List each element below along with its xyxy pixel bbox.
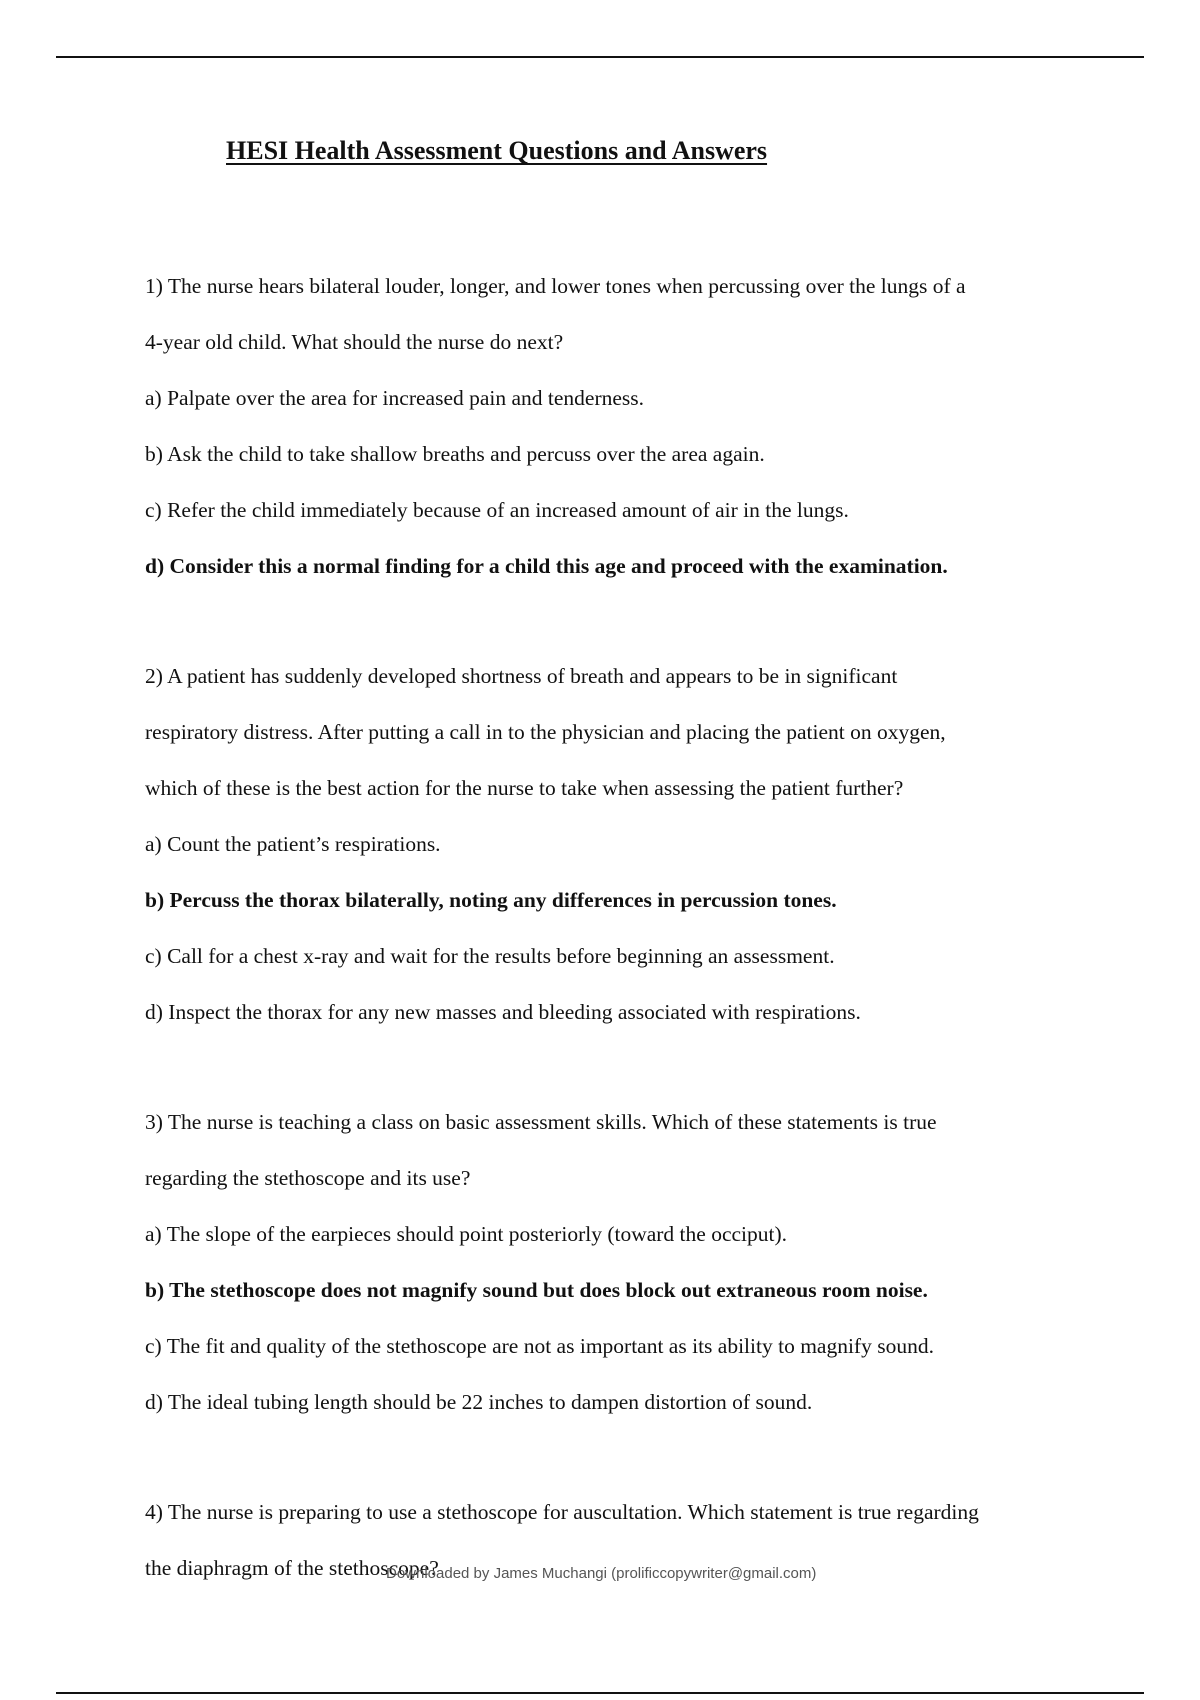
header-rule <box>56 56 1144 58</box>
question-stem-line: 2) A patient has suddenly developed shortness of breath and appears to be in significant <box>145 664 898 688</box>
question-3 <box>145 1094 1145 1430</box>
question-stem-line: 4-year old child. What should the nurse do next? <box>145 330 564 354</box>
question-2 <box>145 648 1145 1040</box>
answer-option-a: a) Count the patient’s respirations. <box>145 832 441 856</box>
answer-option-b: b) Ask the child to take shallow breaths and percuss over the area again. <box>145 442 765 466</box>
answer-option-c: c) Call for a chest x-ray and wait for the results before beginning an assessment. <box>145 944 835 968</box>
question-stem-line: 4) The nurse is preparing to use a stethoscope for auscultation. Which statement is true regarding <box>145 1500 979 1524</box>
correct-answer-option-b: b) Percuss the thorax bilaterally, noting any differences in percussion tones. <box>145 888 837 912</box>
document-title: HESI Health Assessment Questions and Answers <box>226 136 768 165</box>
question-1 <box>145 258 1145 594</box>
answer-option-a: a) The slope of the earpieces should point posteriorly (toward the occiput). <box>145 1222 788 1246</box>
question-stem-line: 1) The nurse hears bilateral louder, longer, and lower tones when percussing over the lungs of a <box>145 274 966 298</box>
question-stem-line: the diaphragm of the stethoscope? <box>145 1556 439 1580</box>
download-footer: Downloaded by James Muchangi (prolificcopywriter@gmail.com) <box>386 1565 817 1582</box>
answer-option-c: c) The fit and quality of the stethoscope are not as important as its ability to magnify sound. <box>145 1334 934 1358</box>
footer-rule <box>56 1692 1144 1694</box>
correct-answer-option-d: d) Consider this a normal finding for a child this age and proceed with the examination. <box>145 554 948 578</box>
answer-option-d: d) Inspect the thorax for any new masses and bleeding associated with respirations. <box>145 1000 861 1024</box>
answer-option-a: a) Palpate over the area for increased pain and tenderness. <box>145 386 645 410</box>
questions-container <box>145 258 1145 1596</box>
answer-option-c: c) Refer the child immediately because of an increased amount of air in the lungs. <box>145 498 849 522</box>
question-stem-line: which of these is the best action for the nurse to take when assessing the patient further? <box>145 776 904 800</box>
correct-answer-option-b: b) The stethoscope does not magnify sound but does block out extraneous room noise. <box>145 1278 928 1302</box>
question-stem-line: regarding the stethoscope and its use? <box>145 1166 471 1190</box>
question-stem-line: 3) The nurse is teaching a class on basic assessment skills. Which of these statements is true <box>145 1110 937 1134</box>
answer-option-d: d) The ideal tubing length should be 22 inches to dampen distortion of sound. <box>145 1390 813 1414</box>
question-stem-line: respiratory distress. After putting a call in to the physician and placing the patient on oxygen, <box>145 720 946 744</box>
